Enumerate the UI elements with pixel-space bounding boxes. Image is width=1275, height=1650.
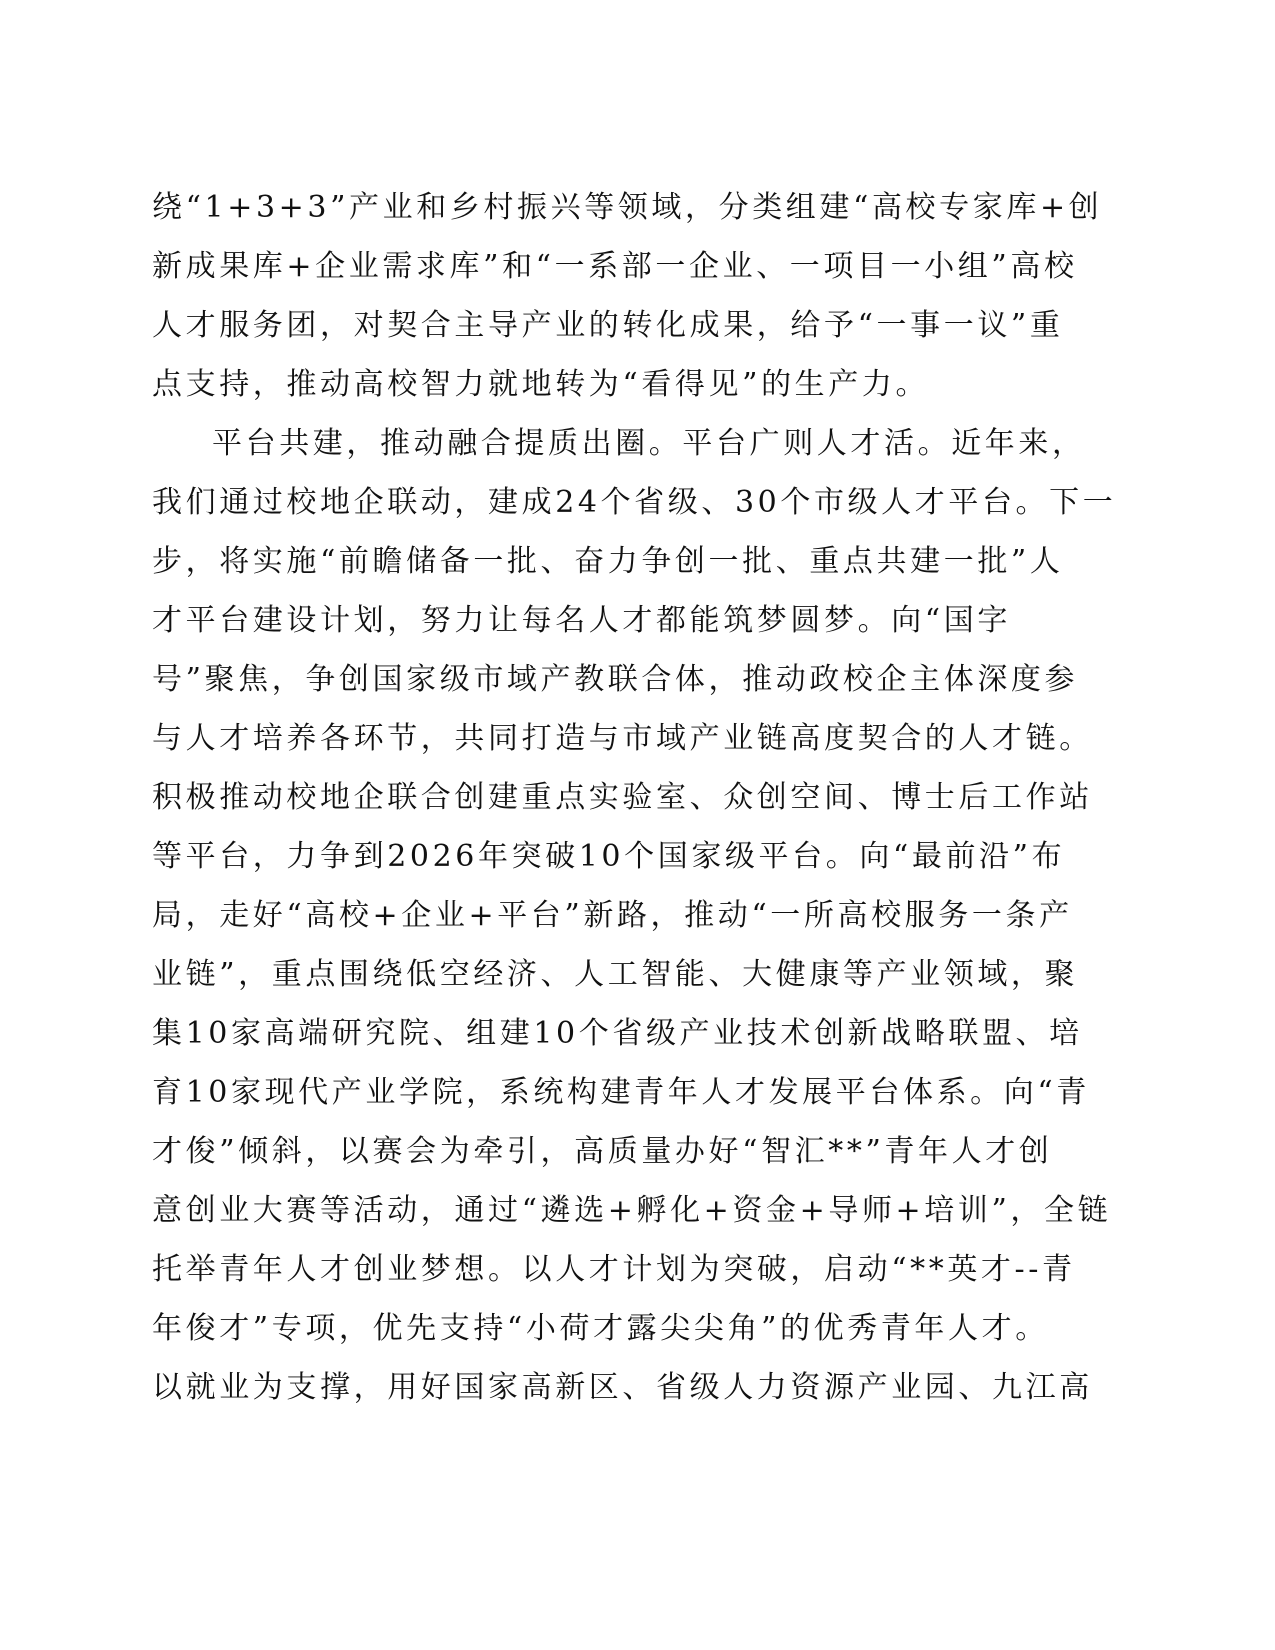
text-line: 年俊才”专项，优先支持“小荷才露尖尖角”的优秀青年人才。 (152, 1311, 1049, 1346)
text-line: 点支持，推动高校智力就地转为“看得见”的生产力。 (152, 367, 930, 402)
text-line: 等平台，力争到2026年突破10个国家级平台。向“最前沿”布 (152, 839, 1066, 874)
text-line: 号”聚焦，争创国家级市域产教联合体，推动政校企主体深度参 (152, 662, 1079, 697)
text-line: 才平台建设计划，努力让每名人才都能筑梦圆梦。向“国字 (152, 603, 1011, 638)
text-line: 人才服务团，对契合主导产业的转化成果，给予“一事一议”重 (152, 308, 1064, 343)
text-line: 我们通过校地企联动，建成24个省级、30个市级人才平台。下一 (152, 485, 1117, 520)
text-line: 步，将实施“前瞻储备一批、奋力争创一批、重点共建一批”人 (152, 544, 1064, 579)
text-line: 意创业大赛等活动，通过“遴选+孵化+资金+导师+培训”，全链 (152, 1193, 1112, 1228)
text-line: 积极推动校地企联合创建重点实验室、众创空间、博士后工作站 (152, 780, 1093, 815)
text-line: 以就业为支撑，用好国家高新区、省级人力资源产业园、九江高 (152, 1370, 1093, 1405)
text-line: 才俊”倾斜，以赛会为牵引，高质量办好“智汇**”青年人才创 (152, 1134, 1053, 1169)
body-text (152, 178, 1117, 1417)
text-line: 与人才培养各环节，共同打造与市域产业链高度契合的人才链。 (152, 721, 1093, 756)
paragraph-start-line: 平台共建，推动融合提质出圈。平台广则人才活。近年来， (212, 426, 1086, 461)
text-line: 绕“1+3+3”产业和乡村振兴等领域，分类组建“高校专家库+创 (152, 190, 1103, 225)
text-line: 局，走好“高校+企业+平台”新路，推动“一所高校服务一条产 (152, 898, 1073, 933)
text-line: 育10家现代产业学院，系统构建青年人才发展平台体系。向“青 (152, 1075, 1090, 1110)
text-line: 新成果库+企业需求库”和“一系部一企业、一项目一小组”高校 (152, 249, 1078, 284)
text-line: 集10家高端研究院、组建10个省级产业技术创新战略联盟、培 (152, 1016, 1083, 1051)
text-line: 业链”，重点围绕低空经济、人工智能、大健康等产业领域，聚 (152, 957, 1079, 992)
text-line: 托举青年人才创业梦想。以人才计划为突破，启动“**英才--青 (152, 1252, 1076, 1287)
